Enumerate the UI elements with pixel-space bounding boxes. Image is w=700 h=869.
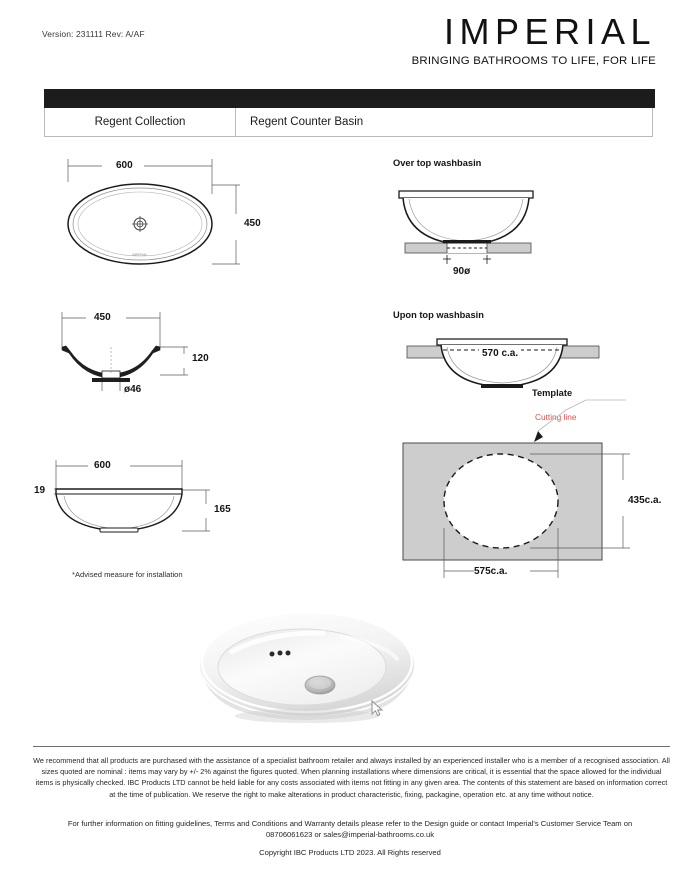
brand-name: IMPERIAL: [443, 11, 656, 52]
plan-width-dim: 600: [116, 160, 133, 171]
brand-tagline: BRINGING BATHROOMS TO LIFE, FOR LIFE: [411, 55, 656, 67]
upon-top-title: Upon top washbasin: [393, 310, 484, 320]
header-black-bar: [44, 89, 655, 108]
installation-note: *Advised measure for installation: [72, 570, 183, 579]
disclaimer-text: We recommend that all products are purchased with the assistance of a specialist bathroom retailer and always installed by an experienced installer who is a member of a recognised association. All sizes quoted are nominal : items may vary by +/- 2% against the figures quoted. When planning installations where dimensions are critical, it is essential that the space allowed for the individual items is physically checked. IBC Products LTD cannot be held liable for any costs associated with items not fitting in any given area. The contents of this statement are based on information correct at the time of publication. We reserve the right to make alterations in product characteristic, fixing, packagine, operation etc. at any time without notice.: [33, 756, 670, 799]
product-title-row: [44, 108, 653, 137]
upon-top-washbasin-drawing: [385, 310, 675, 400]
brand-logo: [411, 11, 656, 67]
front-elevation-drawing: [20, 452, 290, 582]
template-title: Template: [532, 388, 573, 398]
over-top-hole-dim: 90ø: [453, 266, 471, 277]
mouse-cursor: [371, 700, 385, 718]
product-photo: [190, 598, 425, 728]
over-top-washbasin-drawing: [385, 158, 675, 283]
plan-view-drawing: [40, 152, 290, 287]
copyright-text: Copyright IBC Products LTD 2023. All Rights reserved: [259, 848, 441, 857]
template-drawing: [390, 388, 675, 583]
svg-text:IMPERIAL: IMPERIAL: [132, 253, 148, 257]
front-height-dim: 165: [214, 504, 231, 515]
side-waste-dim: ø46: [124, 384, 142, 395]
upon-top-aperture-dim: 570 c.a.: [479, 348, 521, 359]
side-width-dim: 450: [94, 312, 111, 323]
side-section-drawing: [40, 305, 290, 400]
contact-text: For further information on fitting guidelines, Terms and Conditions and Warranty details please refer to the Design guide or contact Imperial's Customer Service Team on 08706061623 or sales@imperial-bathrooms.co.uk: [67, 819, 633, 840]
over-top-title: Over top washbasin: [393, 158, 482, 168]
cutting-line-label: Cutting line: [535, 412, 577, 422]
plan-depth-dim: 450: [244, 218, 261, 229]
version-label: Version: 231111 Rev: A/AF: [42, 29, 145, 39]
front-width-dim: 600: [94, 460, 111, 471]
template-height-dim: 435c.a.: [628, 495, 662, 506]
collection-cell: Regent Collection: [45, 108, 236, 136]
side-height-dim: 120: [192, 353, 209, 364]
product-cell: Regent Counter Basin: [250, 116, 364, 128]
front-rim-dim: 19: [34, 485, 46, 496]
template-width-dim: 575c.a.: [474, 566, 508, 577]
footer-divider: [33, 746, 670, 747]
